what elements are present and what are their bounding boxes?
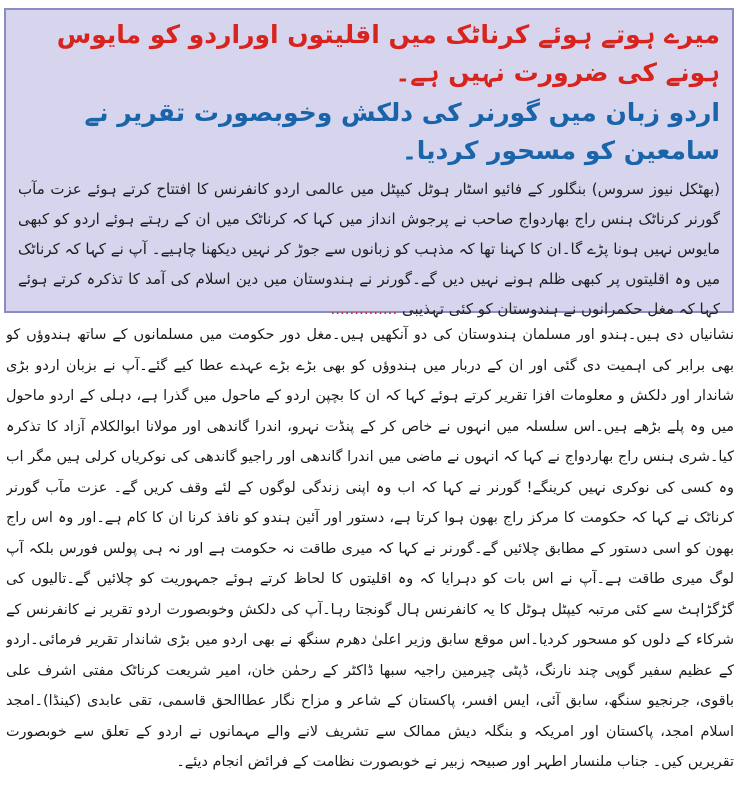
continuation-dots: .............. (330, 300, 398, 318)
lead-box (4, 8, 734, 318)
subheadline: اردو زبان میں گورنر کی دلکش وخوبصورت تقریر نے سامعین کو مسحور کردیا۔ (84, 98, 720, 165)
intro-text: (بھٹکل نیوز سروس) بنگلور کے فائیو اسٹار ہوٹل کیپٹل میں عالمی اردو کانفرنس کا افتتاح کرتے ہوئے عزت مآب گورنر کرناٹک ہنس راج بھاردواج صاحب نے پرجوش انداز میں کہا کہ کرناٹک میں ان کے رہتے ہوئے اردو کو کبھی مایوس نہیں ہونا پڑے گا۔ان کا کہنا تھا کہ مذہب کو زبانوں سے جوڑ کر نہیں دیکھنا چاہیے۔ آپ نے کہا کہ کرناٹک میں وہ اقلیتوں پر کبھی ظلم ہونے نہیں دیں گے۔گورنر نے ہندوستان میں دین اسلام کی آمد کا تذکرہ کرتے ہوئے کہا کہ مغل حکمرانوں نے ہندوستان کو کئی تہذیبی (18, 180, 720, 318)
intro-paragraph (18, 174, 720, 324)
headline: میرے ہوتے ہوئے کرناٹک میں اقلیتوں اوراردو کو مایوس ہونے کی ضرورت نہیں ہے۔ (56, 20, 720, 87)
body-text: نشانیاں دی ہیں۔ہندو اور مسلمان ہندوستان کی دو آنکھیں ہیں۔مغل دور حکومت میں مسلمانوں کے ساتھ ہندوؤں کو بھی برابر کی اہمیت دی گئی اور ان کے دربار میں ہندوؤں کو بھی بڑے بڑے عہدے عطا کیے گئے۔آپ نے بزبان اردو بڑی شاندار اور دلکش و معلومات افزا تقریر کرتے ہوئے کہا کہ ان کا بچپن اردو کے ماحول میں گذرا ہے، دہلی کے اردو ماحول میں وہ پلے بڑھے ہیں۔اس سلسلہ میں انہوں نے خاص کر کے پنڈت نہرو، اندرا گاندھی اور مولانا ابوالکلام آزاد کا تذکرہ کیا۔شری ہنس راج بھاردواج نے کہا کہ انہوں نے ماضی میں اندرا گاندھی اور راجیو گاندھی کی نوکریاں کرلی ہیں مگر اب وہ کسی کی نوکری نہیں کرینگے! گورنر نے کہا کہ اب وہ اپنی زندگی لوگوں کے لئے وقف کریں گے۔ عزت مآب گورنر کرناٹک نے کہا کہ حکومت کا مرکز راج بھون ہوا کرتا ہے، دستور اور آئین ہندو کو نافذ کرنا ان کا کام ہے۔اور وہ اس راج بھون کو اسی دستور کے مطابق چلائیں گے۔گورنر نے کہا کہ میری طاقت نہ حکومت ہے اور نہ ہی پولس فورس بلکہ آپ لوگ میری طاقت ہے۔آپ نے اس بات کو دہرایا کہ وہ اقلیتوں کا لحاظ کرتے ہوئے جمہوریت کو چلائیں گے۔تالیوں کی گڑگڑاہٹ سے کئی مرتبہ کیپٹل ہوٹل کا یہ کانفرنس ہال گونجتا رہا۔آپ کی دلکش وخوبصورت اردو تقریر نے کانفرنس کے شرکاء کے دلوں کو مسحور کردیا۔اس موقع سابق وزیر اعلیٰ دھرم سنگھ نے بھی اردو میں بڑی شاندار تقریر فرمائی۔اردو کے عظیم سفیر گوپی چند نارنگ، ڈپٹی چیرمین راجیہ سبھا ڈاکٹر کے رحمٰن خان، امیر شریعت کرناٹک مفتی اشرف علی باقوی، جرنجیو سنگھ، سابق آئی، ایس افسر، پاکستان کے شاعر و مزاح نگار عطاالحق قاسمی، تقی عابدی (کینڈا)۔امجد اسلام امجد، پاکستان اور امریکہ و بنگلہ دیش ممالک سے تشریف لانے والے مہمانوں نے اردو کے تعلق سے خوبصورت تقریریں کیں۔ جناب ملنسار اطہر اور صبیحہ زبیر نے خوبصورت نظامت کے فرائض انجام دیئے۔ (6, 327, 734, 770)
